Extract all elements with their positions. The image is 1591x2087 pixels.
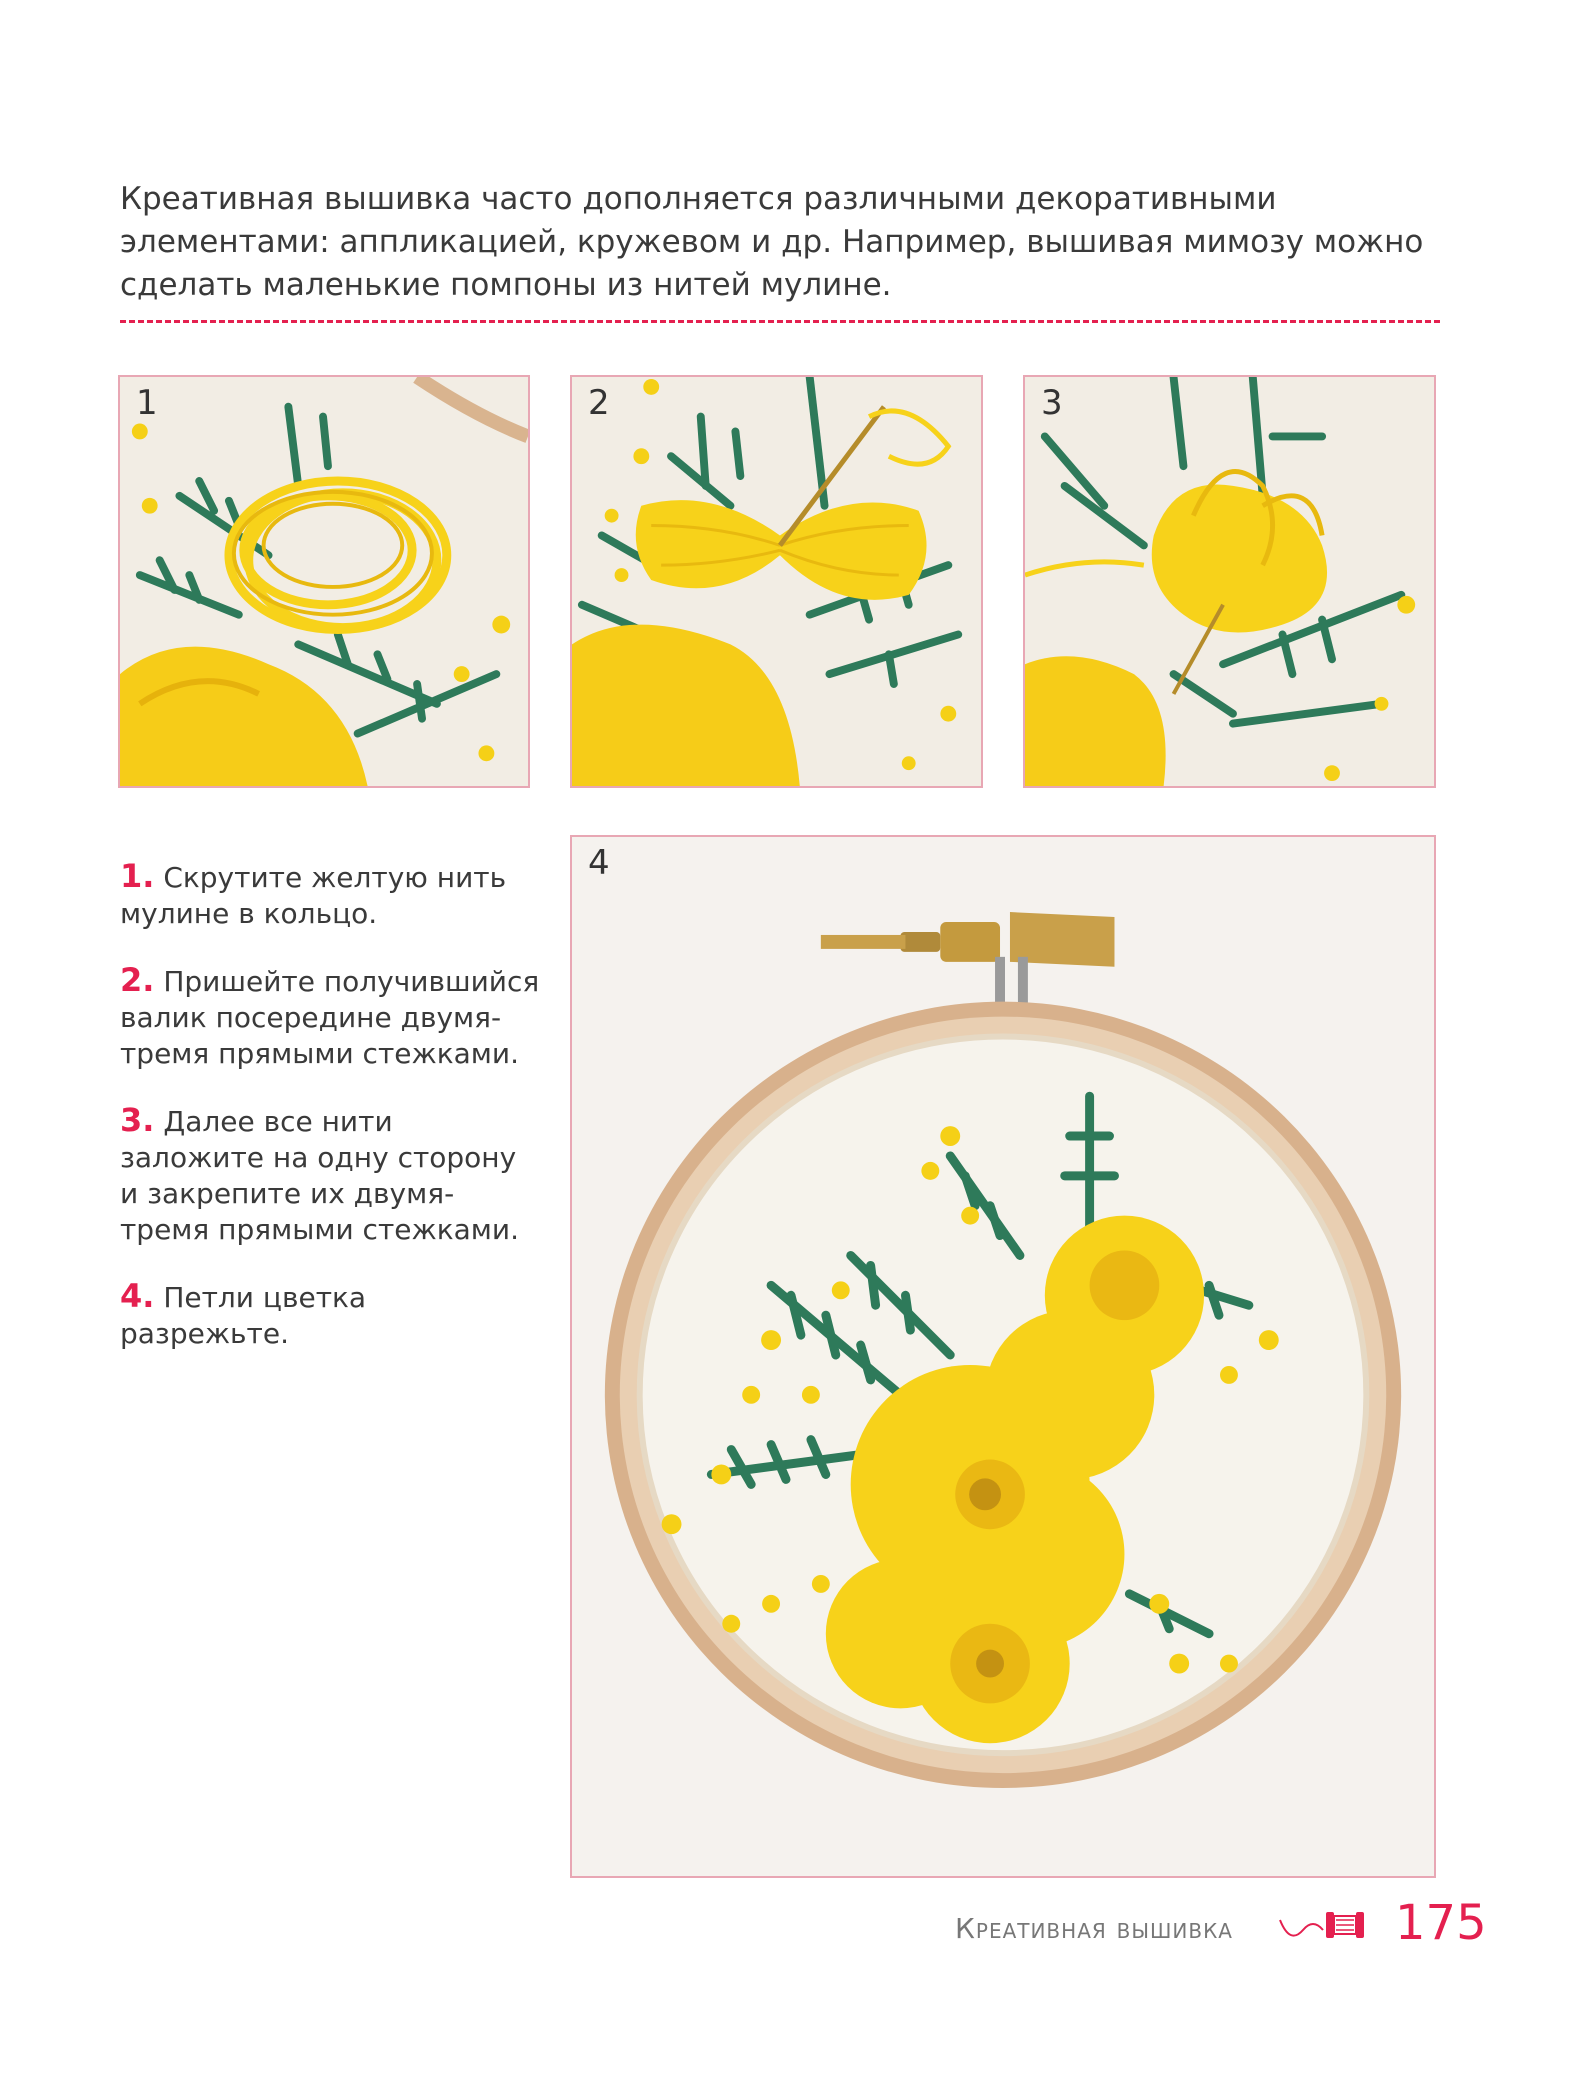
photo-number-1: 1 [136,383,158,423]
step-photo-4 [570,835,1436,1878]
step-text-4: Петли цветка разрежьте. [120,1281,367,1350]
photo-number-4: 4 [588,843,610,883]
step-number-4: 4. [120,1277,155,1315]
step-photo-3 [1023,375,1436,788]
dashed-divider [120,320,1440,323]
step-text-1: Скрутите желтую нить мулине в кольцо. [120,861,507,930]
photo-number-3: 3 [1041,383,1063,423]
step-number-2: 2. [120,961,155,999]
running-footer-title: Креативная вышивка [955,1912,1233,1945]
photo-yarn-ring [120,377,528,786]
photo-finished-hoop [572,837,1434,1876]
step-text-3: Далее все нити заложите на одну сторону и закрепите их двумя-тремя прямыми стежками. [120,1105,519,1246]
instruction-steps [120,858,540,1382]
step-number-3: 3. [120,1101,155,1139]
step-1 [120,858,540,932]
photo-number-2: 2 [588,383,610,423]
step-text-2: Пришейте получившийся валик посередине двумя-тремя прямыми стежками. [120,965,540,1070]
step-photo-1 [118,375,530,788]
photo-yarn-bow [572,377,981,786]
step-number-1: 1. [120,857,155,895]
step-4 [120,1278,540,1352]
thread-spool-icon [1278,1900,1370,1950]
intro-paragraph: Креативная вышивка часто дополняется различными декоративными элементами: аппликацией, кружевом и др. Например, вышивая мимозу можно сделать маленькие помпоны из нитей мулине. [120,181,1424,303]
page-number: 175 [1395,1895,1487,1951]
step-2 [120,962,540,1072]
photo-yarn-folded [1025,377,1434,786]
step-photo-2 [570,375,983,788]
step-3 [120,1102,540,1248]
